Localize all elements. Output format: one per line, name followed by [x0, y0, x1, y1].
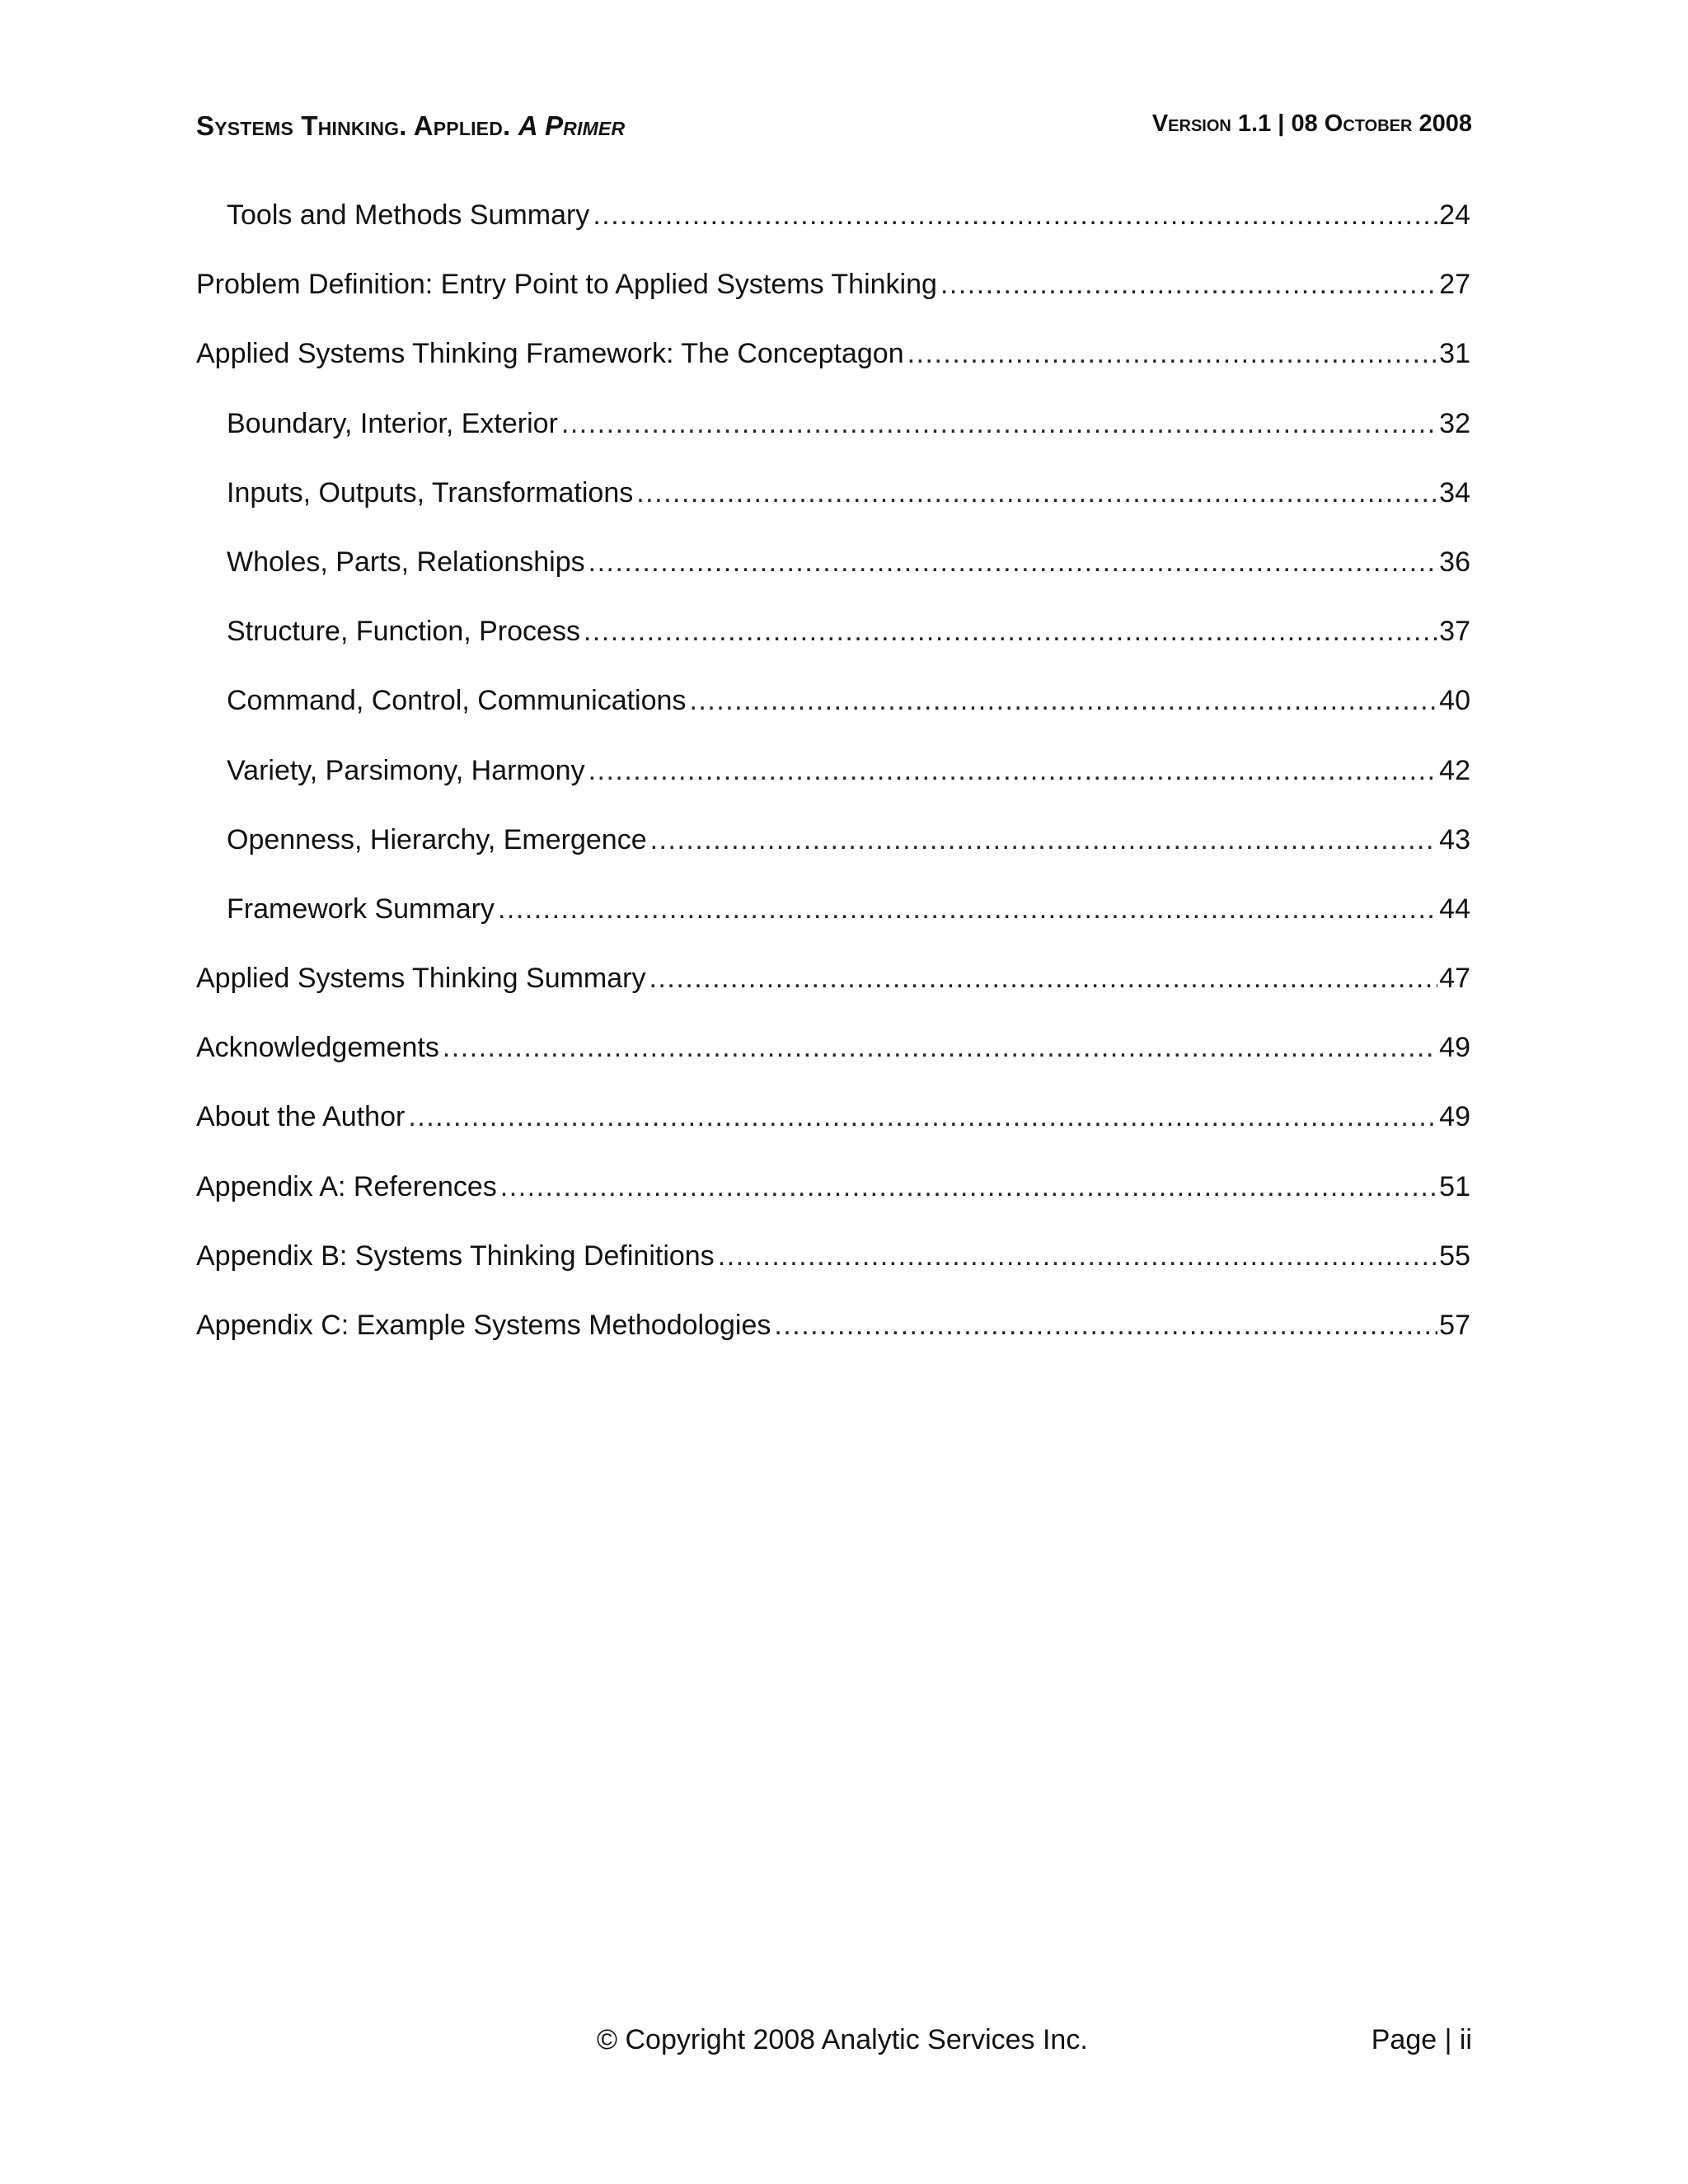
toc-entry[interactable]: [196, 819, 1470, 888]
document-title: [196, 110, 625, 142]
toc-entry-page: 51: [1439, 1170, 1470, 1202]
toc-dot-leader: [774, 1305, 1437, 1346]
toc-dot-leader: [584, 611, 1437, 652]
toc-entry-title: Boundary, Interior, Exterior: [227, 407, 558, 439]
toc-entry-title: Applied Systems Thinking Summary: [196, 963, 646, 995]
toc-entry-page: 27: [1439, 269, 1470, 301]
toc-entry-page: 32: [1439, 407, 1470, 439]
toc-entry[interactable]: [196, 1166, 1470, 1235]
toc-entry[interactable]: [196, 472, 1470, 541]
toc-entry[interactable]: [196, 541, 1470, 611]
toc-entry-title: Inputs, Outputs, Transformations: [227, 476, 634, 509]
toc-dot-leader: [689, 680, 1437, 721]
copyright-notice: © Copyright 2008 Analytic Services Inc.: [597, 2024, 1088, 2055]
toc-entry[interactable]: [196, 1235, 1470, 1305]
toc-entry-page: 43: [1439, 823, 1470, 855]
toc-entry[interactable]: [196, 680, 1470, 749]
document-title-subtitle: A Primer: [518, 110, 626, 141]
toc-entry-page: 49: [1439, 1032, 1470, 1064]
toc-dot-leader: [718, 1235, 1437, 1277]
toc-entry[interactable]: [196, 888, 1470, 958]
toc-entry[interactable]: [196, 264, 1470, 333]
toc-dot-leader: [650, 819, 1438, 860]
toc-entry[interactable]: [196, 958, 1470, 1027]
toc-entry[interactable]: [196, 750, 1470, 819]
toc-entry-title: Appendix C: Example Systems Methodologies: [196, 1310, 771, 1341]
toc-dot-leader: [498, 888, 1437, 930]
toc-entry-page: 44: [1439, 893, 1470, 925]
toc-entry-title: About the Author: [196, 1101, 406, 1133]
toc-dot-leader: [561, 403, 1437, 444]
toc-dot-leader: [408, 1096, 1437, 1137]
toc-entry-title: Applied Systems Thinking Framework: The Conceptagon: [196, 338, 904, 370]
toc-entry-title: Appendix A: References: [196, 1170, 497, 1202]
toc-dot-leader: [636, 472, 1437, 513]
toc-entry[interactable]: [196, 1305, 1470, 1374]
toc-entry-page: 34: [1439, 476, 1470, 509]
toc-entry[interactable]: [196, 1096, 1470, 1165]
document-version: Version 1.1 | 08 October 2008: [1151, 110, 1472, 137]
toc-entry-page: 37: [1439, 616, 1470, 648]
toc-entry-title: Variety, Parsimony, Harmony: [227, 754, 585, 786]
toc-entry-title: Wholes, Parts, Relationships: [227, 546, 585, 578]
page-number: Page | ii: [1371, 2024, 1472, 2055]
toc-entry-title: Acknowledgements: [196, 1032, 439, 1064]
toc-dot-leader: [940, 264, 1437, 305]
toc-entry-title: Structure, Function, Process: [227, 616, 580, 648]
toc-dot-leader: [588, 750, 1438, 791]
toc-entry-page: 40: [1439, 685, 1470, 717]
toc-entry-page: 42: [1439, 754, 1470, 786]
toc-entry-page: 47: [1439, 963, 1470, 995]
page-footer: [196, 2024, 1472, 2065]
toc-entry-title: Command, Control, Communications: [227, 685, 687, 717]
toc-entry-title: Openness, Hierarchy, Emergence: [227, 823, 647, 855]
toc-entry-page: 31: [1439, 338, 1470, 370]
toc-entry-title: Tools and Methods Summary: [227, 199, 590, 231]
toc-entry-page: 36: [1439, 546, 1470, 578]
running-header: [196, 110, 1472, 147]
toc-entry-title: Appendix B: Systems Thinking Definitions: [196, 1240, 715, 1272]
toc-dot-leader: [443, 1027, 1437, 1068]
toc-entry-page: 24: [1439, 199, 1470, 231]
toc-entry[interactable]: [196, 194, 1470, 264]
toc-dot-leader: [649, 958, 1437, 999]
toc-dot-leader: [593, 194, 1437, 236]
toc-entry-page: 49: [1439, 1101, 1470, 1133]
toc-entry[interactable]: [196, 403, 1470, 472]
toc-entry-page: 55: [1439, 1240, 1470, 1272]
toc-entry-title: Problem Definition: Entry Point to Applied Systems Thinking: [196, 269, 937, 301]
toc-entry[interactable]: [196, 611, 1470, 680]
toc-entry-page: 57: [1439, 1310, 1470, 1341]
toc-entry-title: Framework Summary: [227, 893, 495, 925]
table-of-contents: [196, 194, 1470, 1374]
toc-entry[interactable]: [196, 333, 1470, 402]
toc-dot-leader: [588, 541, 1438, 583]
toc-entry[interactable]: [196, 1027, 1470, 1096]
toc-dot-leader: [907, 333, 1438, 374]
document-title-main: Systems Thinking. Applied.: [196, 110, 518, 141]
toc-dot-leader: [500, 1166, 1437, 1207]
